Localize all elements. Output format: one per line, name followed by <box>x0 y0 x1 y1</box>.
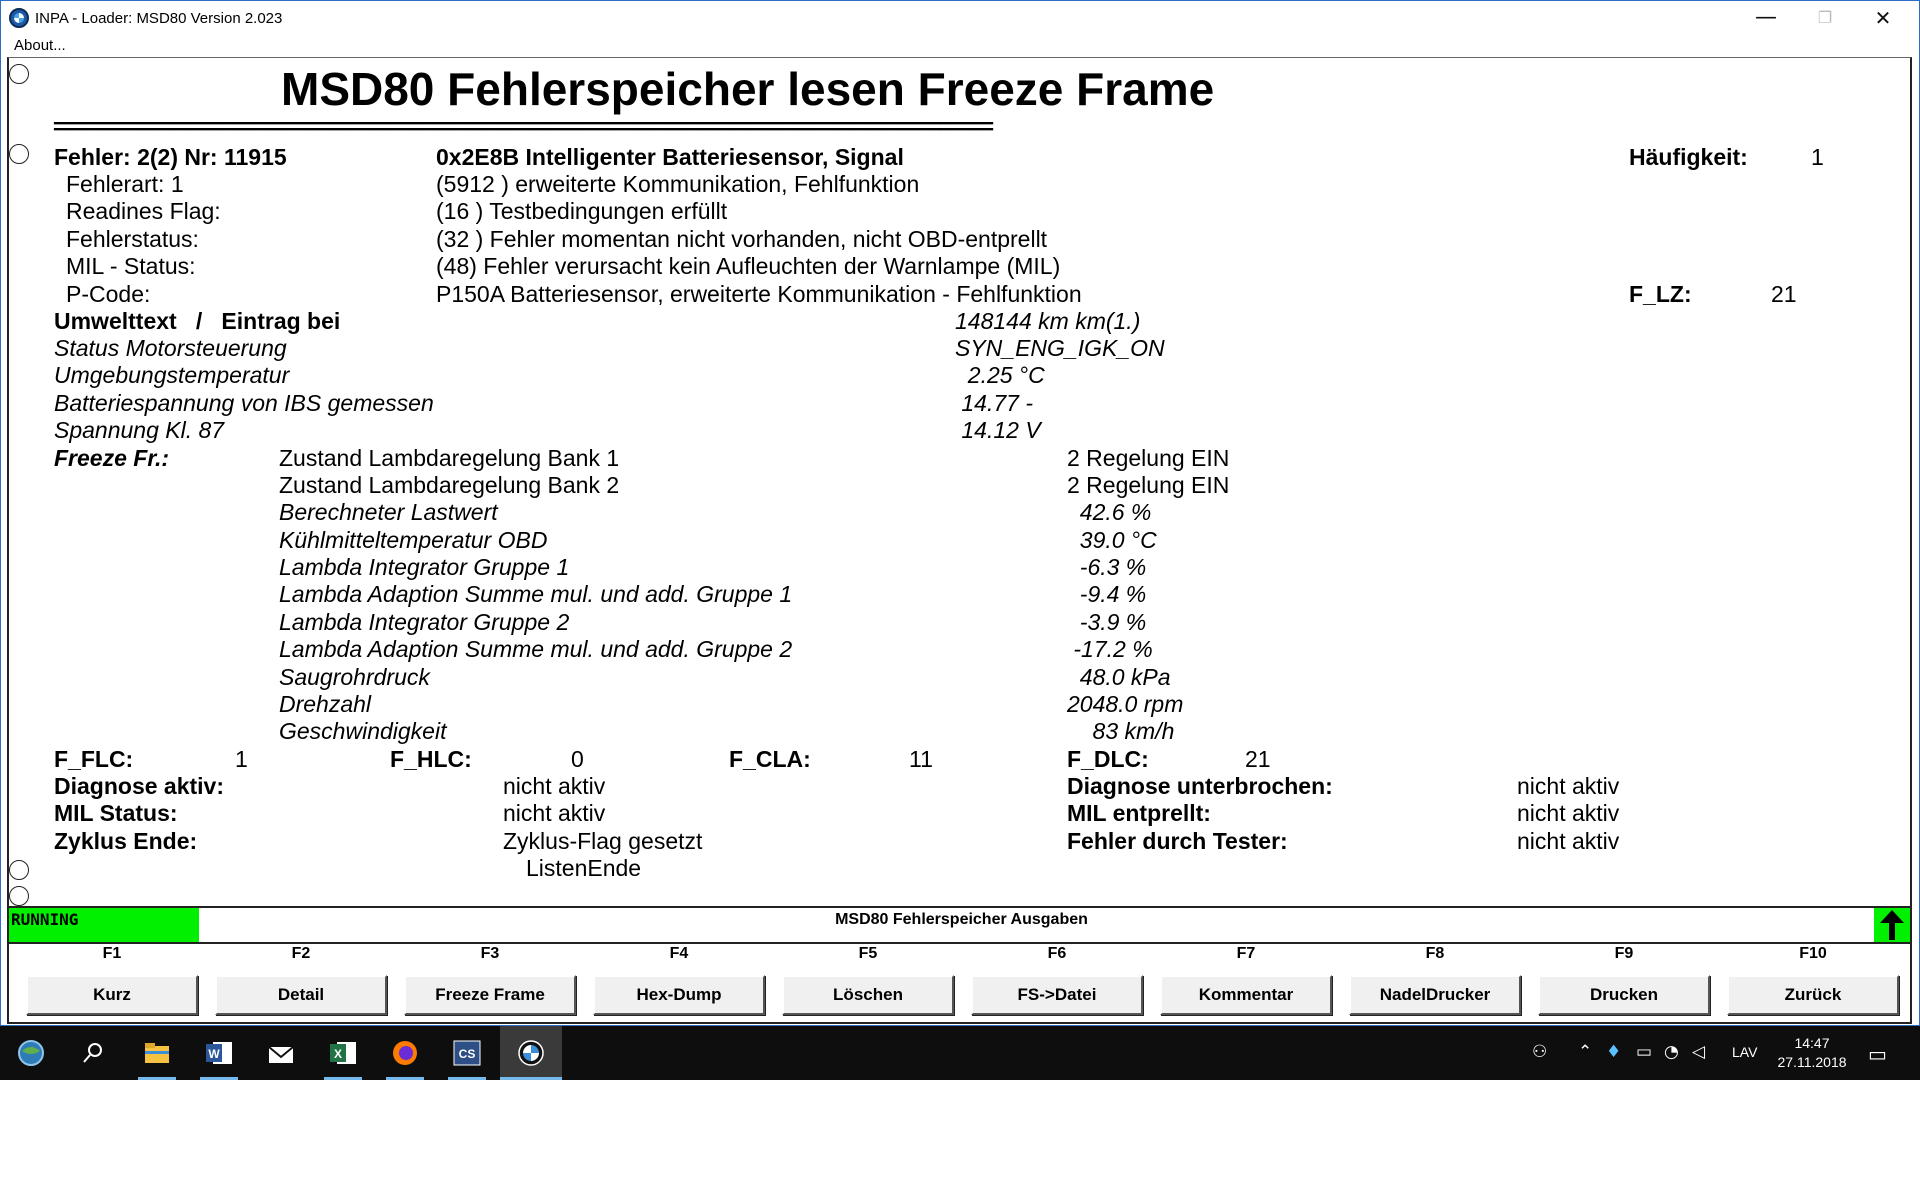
mil-debounced-value: nicht aktiv <box>1517 800 1620 826</box>
environment-value: 2.25 °C <box>955 362 1045 388</box>
flc-value: 1 <box>235 746 248 772</box>
fkey-f7 <box>1160 944 1332 1024</box>
freeze-row-value: 42.6 % <box>1067 499 1152 525</box>
fault-attr-label: Readines Flag: <box>66 198 221 224</box>
cycle-end-label: Zyklus Ende: <box>54 828 198 854</box>
mail-icon[interactable] <box>250 1026 312 1080</box>
freeze-row-label: Lambda Adaption Summe mul. und add. Gruppe 2 <box>279 636 793 662</box>
cs-app-icon[interactable] <box>436 1026 498 1080</box>
environment-label: Batteriespannung von IBS gemessen <box>54 390 434 416</box>
print-button[interactable]: Drucken <box>1538 975 1710 1015</box>
fault-title: Fehler: 2(2) Nr: 11915 <box>54 144 287 170</box>
clock-time: 14:47 <box>1794 1035 1830 1051</box>
freeze-row-value: 2048.0 rpm <box>1067 691 1184 717</box>
radio-button[interactable] <box>9 144 29 164</box>
arrow-up-indicator[interactable] <box>1874 908 1910 942</box>
environment-value: 14.12 V <box>955 417 1041 443</box>
fault-attr-value: (48) Fehler verursacht kein Aufleuchten der Warnlampe (MIL) <box>436 253 1061 279</box>
comment-button[interactable]: Kommentar <box>1160 975 1332 1015</box>
tester-fault-value: nicht aktiv <box>1517 828 1620 854</box>
fault-attr-label: P-Code: <box>66 281 151 307</box>
hlc-label: F_HLC: <box>390 746 472 772</box>
freeze-row-value: 2 Regelung EIN <box>1067 472 1230 498</box>
radio-button[interactable] <box>9 860 29 880</box>
mil-status-label: MIL Status: <box>54 800 178 826</box>
excel-icon[interactable] <box>312 1026 374 1080</box>
file-explorer-icon[interactable] <box>126 1026 188 1080</box>
frequency-value: 1 <box>1811 144 1824 170</box>
minimize-button[interactable]: — <box>1755 5 1777 30</box>
mil-debounced-label: MIL entprellt: <box>1067 800 1211 826</box>
freeze-row-label: Kühlmitteltemperatur OBD <box>279 527 548 553</box>
diag-active-label: Diagnose aktiv: <box>54 773 224 799</box>
fkey-f3 <box>404 944 576 1024</box>
bmw-inpa-icon[interactable] <box>500 1026 562 1080</box>
delete-button[interactable]: Löschen <box>782 975 954 1015</box>
svg-text:W: W <box>208 1047 220 1061</box>
separator-line: ========================================================================================= <box>53 114 992 139</box>
fkey-label: F10 <box>1799 945 1827 962</box>
bmw-logo-icon <box>9 8 29 28</box>
freeze-row-label: Berechneter Lastwert <box>279 499 498 525</box>
freeze-row-label: Lambda Integrator Gruppe 1 <box>279 554 570 580</box>
freeze-row-value: -17.2 % <box>1067 636 1153 662</box>
status-title: MSD80 Fehlerspeicher Ausgaben <box>835 911 1088 928</box>
fkey-f9 <box>1538 944 1710 1024</box>
environment-label: Spannung Kl. 87 <box>54 417 225 443</box>
freeze-row-label: Saugrohrdruck <box>279 664 430 690</box>
menu-item-about[interactable]: About... <box>14 37 66 54</box>
fault-attr-label: MIL - Status: <box>66 253 196 279</box>
start-globe-icon[interactable] <box>0 1026 62 1080</box>
frequency-label: Häufigkeit: <box>1629 144 1748 170</box>
fkey-label: F7 <box>1236 945 1256 962</box>
fault-attr-value: P150A Batteriesensor, erweiterte Kommunikation - Fehlfunktion <box>436 281 1082 307</box>
function-key-bar <box>7 944 1912 1024</box>
volume-icon[interactable]: ◁ <box>1692 1042 1706 1062</box>
fkey-label: F4 <box>669 945 689 962</box>
kurz-button[interactable]: Kurz <box>26 975 198 1015</box>
notifications-icon[interactable]: ▭ <box>1868 1042 1887 1066</box>
fkey-f10 <box>1727 944 1899 1024</box>
title-bar <box>1 1 1919 37</box>
fkey-f2 <box>215 944 387 1024</box>
report-area <box>7 57 1912 906</box>
window-title: INPA - Loader: MSD80 Version 2.023 <box>35 10 283 27</box>
fkey-label: F9 <box>1614 945 1634 962</box>
environment-value: 14.77 - <box>955 390 1033 416</box>
radio-button[interactable] <box>9 886 29 906</box>
fkey-f4 <box>593 944 765 1024</box>
menu-bar <box>1 37 1919 59</box>
freeze-row-value: -6.3 % <box>1067 554 1147 580</box>
page-title: MSD80 Fehlerspeicher lesen Freeze Frame <box>281 63 1215 115</box>
fkey-label: F6 <box>1047 945 1067 962</box>
tester-fault-label: Fehler durch Tester: <box>1067 828 1288 854</box>
fkey-f6 <box>971 944 1143 1024</box>
security-icon[interactable]: ♦ <box>1606 1042 1622 1062</box>
freeze-row-label: Lambda Adaption Summe mul. und add. Gruppe 1 <box>279 581 793 607</box>
running-label: RUNNING <box>11 910 79 929</box>
freeze-row-label: Zustand Lambdaregelung Bank 1 <box>279 445 620 471</box>
freeze-frame-label: Freeze Fr.: <box>54 445 170 471</box>
freeze-frame-button[interactable]: Freeze Frame <box>404 975 576 1015</box>
people-icon[interactable]: ⚇ <box>1532 1042 1548 1062</box>
environment-header: Umwelttext / Eintrag bei <box>54 308 341 334</box>
taskbar <box>0 1026 1920 1080</box>
word-icon[interactable] <box>188 1026 250 1080</box>
freeze-row-value: 2 Regelung EIN <box>1067 445 1230 471</box>
diag-active-value: nicht aktiv <box>503 773 606 799</box>
list-end: ListenEnde <box>526 855 642 881</box>
fault-attr-value: (32 ) Fehler momentan nicht vorhanden, nicht OBD-entprellt <box>436 226 1048 252</box>
wifi-icon[interactable]: ◔ <box>1664 1042 1679 1062</box>
clock-date: 27.11.2018 <box>1777 1054 1847 1070</box>
hlc-value: 0 <box>571 746 584 772</box>
chevron-up-icon[interactable]: ⌃ <box>1578 1042 1593 1062</box>
radio-button[interactable] <box>9 64 29 84</box>
hex-dump-button[interactable]: Hex-Dump <box>593 975 765 1015</box>
freeze-row-label: Zustand Lambdaregelung Bank 2 <box>279 472 620 498</box>
fkey-f5 <box>782 944 954 1024</box>
flz-label: F_LZ: <box>1629 281 1692 307</box>
flz-value: 21 <box>1771 281 1797 307</box>
status-strip <box>7 906 1912 944</box>
blank-area <box>0 1080 1920 1191</box>
cla-label: F_CLA: <box>729 746 811 772</box>
close-button[interactable]: ✕ <box>1874 6 1892 30</box>
freeze-row-value: 48.0 kPa <box>1067 664 1171 690</box>
clock[interactable] <box>1772 1034 1852 1072</box>
maximize-button[interactable]: ❐ <box>1817 8 1833 27</box>
fkey-f1 <box>26 944 198 1024</box>
fkey-label: F1 <box>102 945 122 962</box>
fault-description: 0x2E8B Intelligenter Batteriesensor, Signal <box>436 144 904 170</box>
fault-attr-label: Fehlerstatus: <box>66 226 199 252</box>
arrow-up-icon <box>1878 909 1906 941</box>
freeze-row-label: Drehzahl <box>279 691 372 717</box>
fkey-label: F3 <box>480 945 500 962</box>
freeze-row-value: 83 km/h <box>1067 718 1175 744</box>
fault-attr-value: (5912 ) erweiterte Kommunikation, Fehlfunktion <box>436 171 920 197</box>
flc-label: F_FLC: <box>54 746 134 772</box>
diag-interrupted-label: Diagnose unterbrochen: <box>1067 773 1333 799</box>
freeze-row-value: 39.0 °C <box>1067 527 1157 553</box>
freeze-row-value: -9.4 % <box>1067 581 1147 607</box>
battery-icon[interactable]: ▭ <box>1636 1042 1653 1062</box>
fkey-f8 <box>1349 944 1521 1024</box>
firefox-icon[interactable] <box>374 1026 436 1080</box>
environment-label: Umgebungstemperatur <box>54 362 290 388</box>
diag-interrupted-value: nicht aktiv <box>1517 773 1620 799</box>
dot-matrix-print-button[interactable]: NadelDrucker <box>1349 975 1521 1015</box>
dlc-value: 21 <box>1245 746 1271 772</box>
cla-value: 11 <box>909 746 933 772</box>
fault-attr-label: Fehlerart: 1 <box>66 171 184 197</box>
dlc-label: F_DLC: <box>1067 746 1149 772</box>
environment-label: Status Motorsteuerung <box>54 335 287 361</box>
environment-mileage: 148144 km km(1.) <box>955 308 1141 334</box>
fkey-label: F2 <box>291 945 311 962</box>
environment-value: SYN_ENG_IGK_ON <box>955 335 1165 361</box>
fault-attr-value: (16 ) Testbedingungen erfüllt <box>436 198 728 224</box>
mil-status-value: nicht aktiv <box>503 800 606 826</box>
fkey-label: F8 <box>1425 945 1445 962</box>
fkey-label: F5 <box>858 945 878 962</box>
freeze-row-value: -3.9 % <box>1067 609 1147 635</box>
cycle-end-value: Zyklus-Flag gesetzt <box>503 828 703 854</box>
save-to-file-button[interactable]: FS->Datei <box>971 975 1143 1015</box>
svg-text:X: X <box>333 1047 343 1061</box>
language-indicator[interactable]: LAV <box>1732 1044 1758 1060</box>
freeze-row-label: Geschwindigkeit <box>279 718 447 744</box>
freeze-row-label: Lambda Integrator Gruppe 2 <box>279 609 570 635</box>
back-button[interactable]: Zurück <box>1727 975 1899 1015</box>
svg-text:CS: CS <box>458 1047 476 1061</box>
detail-button[interactable]: Detail <box>215 975 387 1015</box>
search-icon[interactable] <box>62 1026 124 1080</box>
